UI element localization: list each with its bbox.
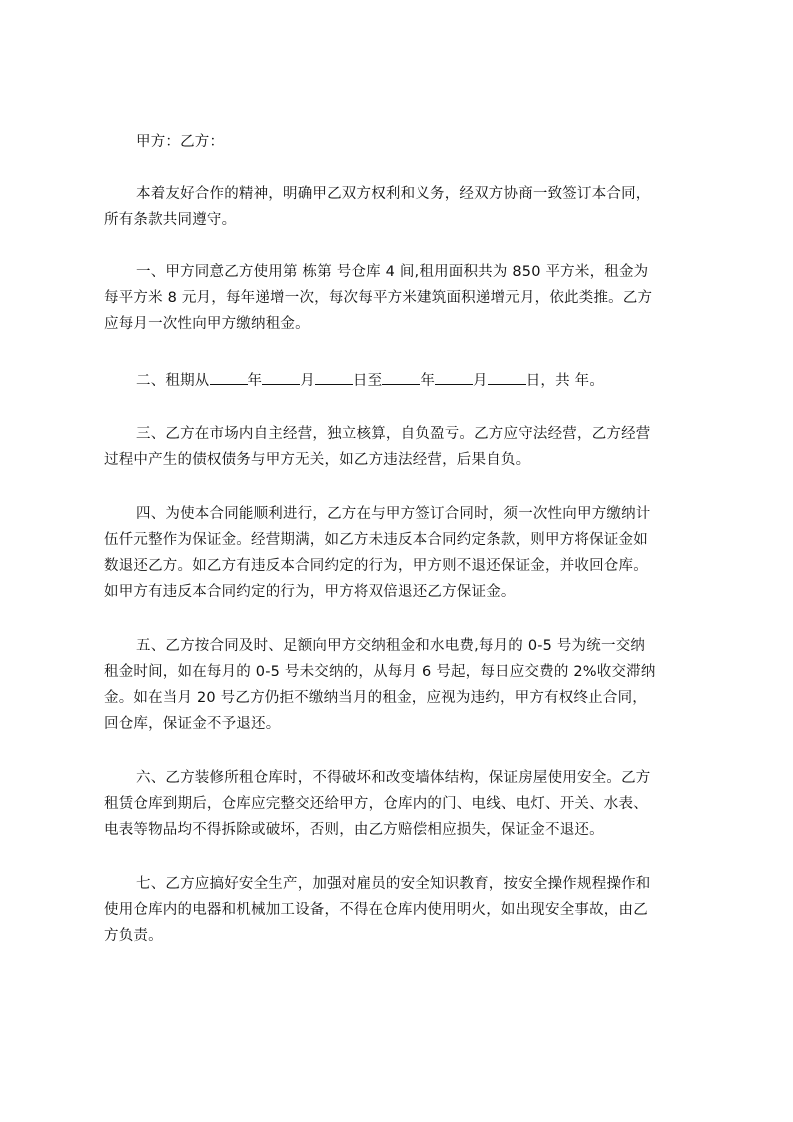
end-year-blank xyxy=(382,370,420,385)
clause-5-line-2: 租金时间，如在每月的 0-5 号未交纳的，从每月 6 号起，每日应交费的 2%收交滞纳 xyxy=(104,664,656,680)
end-month-blank xyxy=(435,370,473,385)
clause-6-line-2: 租赁仓库到期后，仓库应完整交还给甲方，仓库内的门、电线、电灯、开关、水表、 xyxy=(104,796,648,812)
clause-7-line-1: 七、乙方应搞好安全生产，加强对雇员的安全知识教育，按安全操作规程操作和 xyxy=(136,876,651,892)
clause-2-day-2: 日，共 年。 xyxy=(525,373,605,389)
clause-1-line-1: 一、甲方同意乙方使用第 栋第 号仓库 4 间,租用面积共为 850 平方米，租金为 xyxy=(136,264,649,280)
clause-7-line-2: 使用仓库内的电器和机械加工设备，不得在仓库内使用明火，如出现安全事故，由乙 xyxy=(104,902,648,918)
clause-5-line-4: 回仓库，保证金不予退还。 xyxy=(104,716,281,732)
clause-4-line-1: 四、为使本合同能顺利进行，乙方在与甲方签订合同时，须一次性向甲方缴纳计 xyxy=(136,506,651,522)
clause-1-line-2: 每平方米 8 元月，每年递增一次，每次每平方米建筑面积递增元月，依此类推。乙方 xyxy=(104,290,653,306)
clause-4-line-4: 如甲方有违反本合同约定的行为，甲方将双倍退还乙方保证金。 xyxy=(104,584,516,600)
clause-5-line-1: 五、乙方按合同及时、足额向甲方交纳租金和水电费,每月的 0-5 号为统一交纳 xyxy=(136,638,646,654)
clause-2-day-1: 日至 xyxy=(352,373,383,389)
clause-2-year-2: 年 xyxy=(420,373,436,389)
start-month-blank xyxy=(262,370,300,385)
start-year-blank xyxy=(210,370,248,385)
clause-5-line-3: 金。如在当月 20 号乙方仍拒不缴纳当月的租金，应视为违约，甲方有权终止合同， xyxy=(104,690,647,706)
clause-2-prefix: 二、租期从 xyxy=(136,373,210,389)
clause-6-line-1: 六、乙方装修所租仓库时，不得破坏和改变墙体结构，保证房屋使用安全。乙方 xyxy=(136,770,651,786)
clause-2-month-1: 月 xyxy=(300,373,315,389)
clause-2-line xyxy=(136,370,604,390)
clause-2-month-2: 月 xyxy=(473,373,488,389)
clause-6-line-3: 电表等物品均不得拆除或破坏，否则，由乙方赔偿相应损失，保证金不退还。 xyxy=(104,822,604,838)
start-day-blank xyxy=(315,370,353,385)
preamble-line-2: 所有条款共同遵守。 xyxy=(104,212,237,228)
clause-4-line-3: 数退还乙方。如乙方有违反本合同约定的行为，甲方则不退还保证金，并收回仓库。 xyxy=(104,558,648,574)
parties-text: 甲方：乙方： xyxy=(136,134,225,150)
end-day-blank xyxy=(488,370,526,385)
clause-2-year-1: 年 xyxy=(247,373,263,389)
clause-1-line-3: 应每月一次性向甲方缴纳租金。 xyxy=(104,316,310,332)
clause-4-line-2: 伍仟元整作为保证金。经营期满，如乙方未违反本合同约定条款，则甲方将保证金如 xyxy=(104,532,648,548)
clause-3-line-1: 三、乙方在市场内自主经营，独立核算，自负盈亏。乙方应守法经营，乙方经营 xyxy=(136,426,651,442)
preamble-line-1: 本着友好合作的精神，明确甲乙双方权利和义务，经双方协商一致签订本合同， xyxy=(136,186,651,202)
clause-3-line-2: 过程中产生的债权债务与甲方无关，如乙方违法经营，后果自负。 xyxy=(104,452,531,468)
clause-7-line-3: 方负责。 xyxy=(104,928,163,944)
